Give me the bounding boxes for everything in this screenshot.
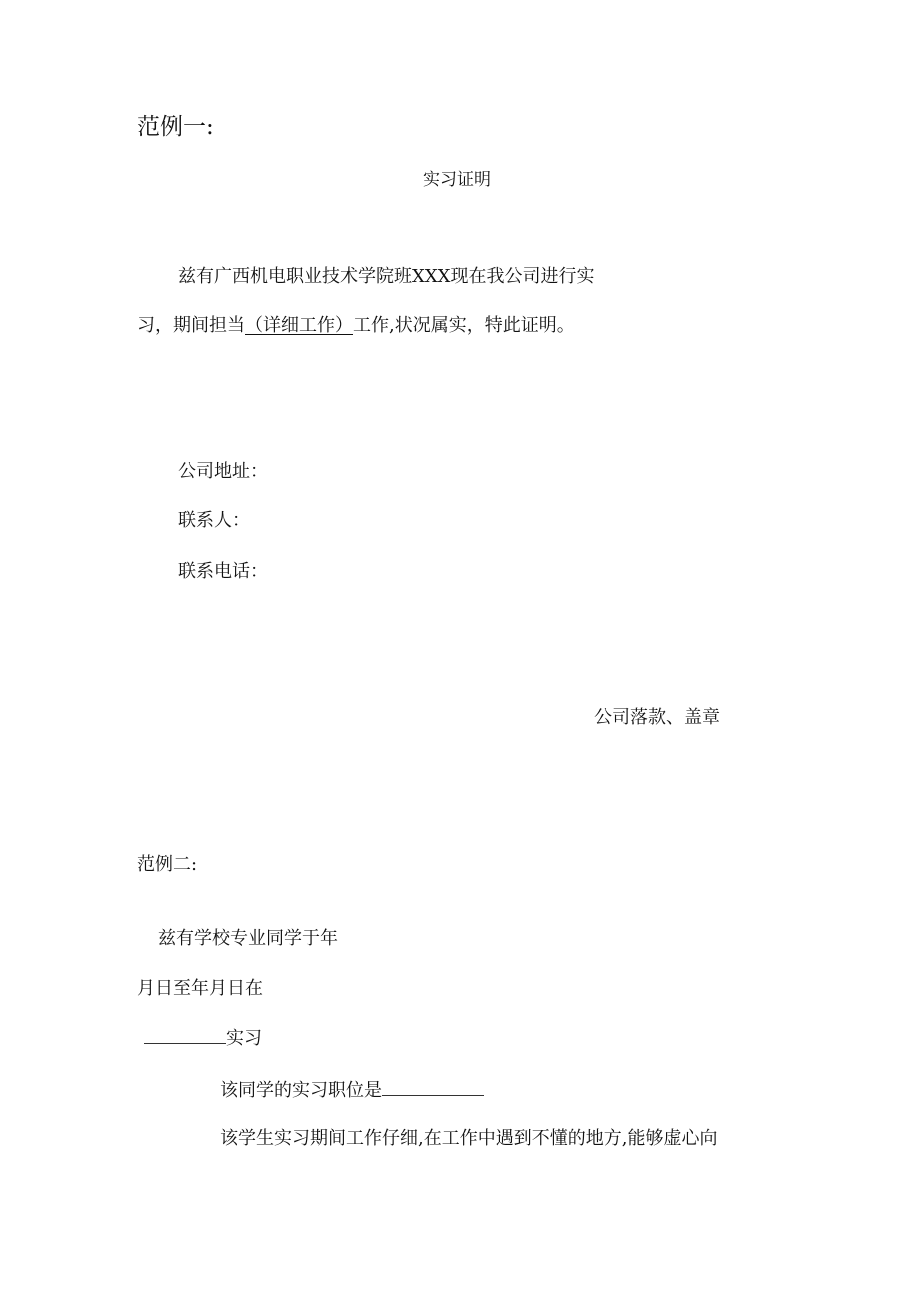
position-blank	[382, 1094, 484, 1096]
body-line2-suffix: 工作,状况属实，特此证明。	[353, 315, 575, 336]
example2-line4	[220, 1082, 484, 1100]
example2-line2: 月日至年月日在	[137, 978, 263, 999]
internship-word: 实习	[226, 1028, 262, 1049]
example2-line5: 该学生实习期间工作仔细,在工作中遇到不懂的地方,能够虚心向	[220, 1128, 718, 1149]
company-address-label: 公司地址：	[178, 461, 268, 482]
example1-heading: 范例一:	[137, 114, 214, 140]
example2-heading: 范例二:	[137, 854, 198, 875]
contact-person-label: 联系人：	[178, 510, 250, 531]
internship-place-blank	[144, 1042, 226, 1044]
certificate-body-line1: 兹有广西机电职业技术学院班XXX现在我公司进行实	[178, 266, 595, 287]
certificate-title: 实习证明	[423, 170, 491, 190]
certificate-body-line2	[137, 317, 575, 335]
job-detail-placeholder: （详细工作）	[245, 315, 353, 336]
body-line2-prefix: 习，期间担当	[137, 315, 245, 336]
example2-line1: 兹有学校专业同学于年	[158, 928, 338, 949]
company-signature-stamp: 公司落款、盖章	[594, 707, 720, 728]
example2-line3	[144, 1030, 262, 1048]
contact-phone-label: 联系电话：	[178, 561, 268, 582]
position-label: 该同学的实习职位是	[220, 1080, 382, 1101]
